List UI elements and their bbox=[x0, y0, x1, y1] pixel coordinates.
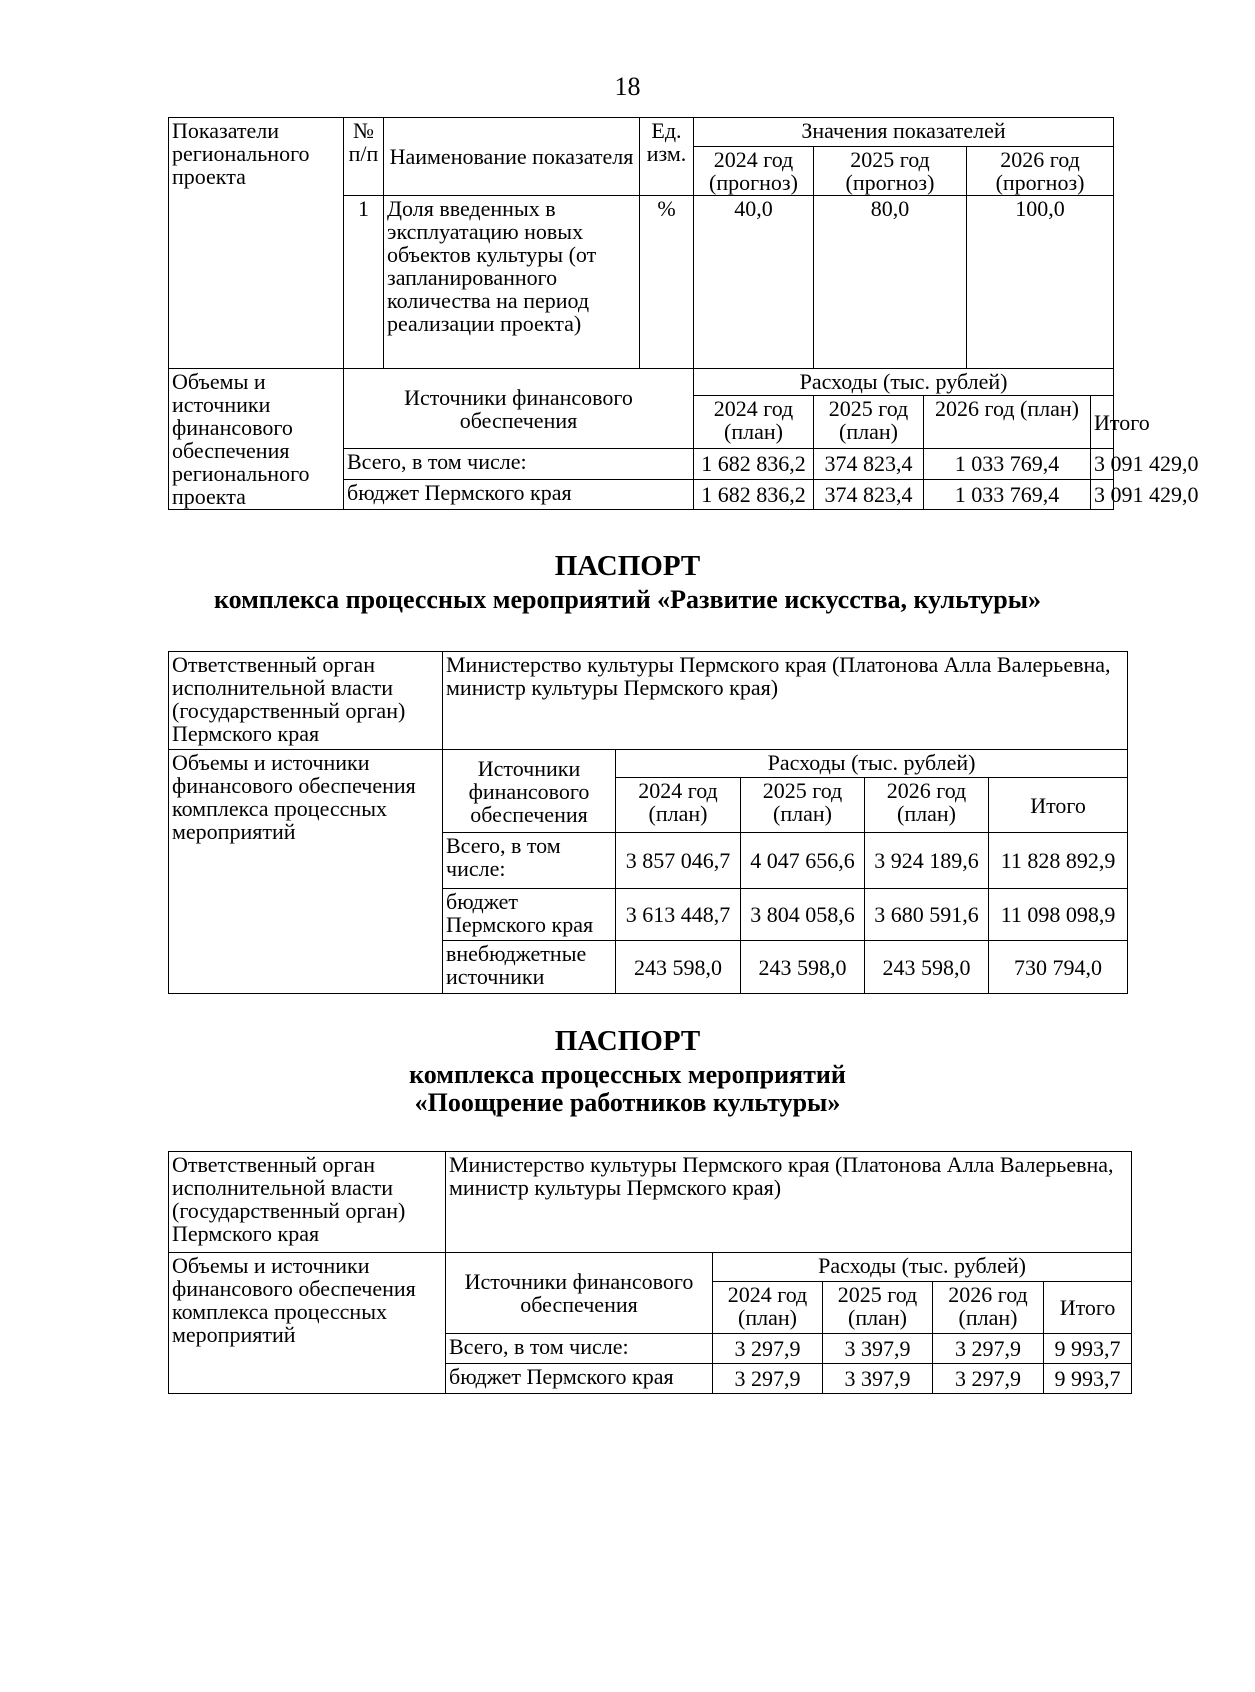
passport2-table bbox=[168, 1151, 1132, 1394]
finance-value: 3 680 591,6 bbox=[865, 889, 989, 941]
finance-total: 3 091 429,0 bbox=[1091, 479, 1114, 509]
year-header-2026: 2026 год (прогноз) bbox=[967, 147, 1114, 196]
number-header: № п/п bbox=[344, 118, 384, 196]
expenses-header: Расходы (тыс. рублей) bbox=[694, 369, 1114, 396]
plan-year-2024: 2024 год (план) bbox=[616, 778, 741, 833]
total-header: Итого bbox=[989, 778, 1128, 833]
year-header-2025: 2025 год (прогноз) bbox=[814, 147, 967, 196]
passport2-subtitle-line1: комплекса процессных мероприятий bbox=[409, 1060, 846, 1089]
regional-project-table bbox=[168, 117, 1199, 510]
finance-value: 3 297,9 bbox=[933, 1364, 1044, 1394]
year-header-2024: 2024 год (прогноз) bbox=[694, 147, 814, 196]
finance-value: 4 047 656,6 bbox=[741, 833, 865, 889]
finance-value: 3 857 046,7 bbox=[616, 833, 741, 889]
passport1-sources-header: Источники финансового обеспечения bbox=[443, 750, 616, 833]
unit-header: Ед. изм. bbox=[640, 118, 694, 196]
finance-value: 243 598,0 bbox=[616, 941, 741, 994]
finance-row-label: внебюджетные источники bbox=[443, 941, 616, 994]
passport2-expenses-header: Расходы (тыс. рублей) bbox=[713, 1253, 1132, 1282]
indicator-values-header: Значения показателей bbox=[694, 118, 1114, 147]
finance-value: 3 397,9 bbox=[823, 1334, 933, 1364]
passport1-title-block bbox=[0, 552, 1255, 614]
finance-value: 243 598,0 bbox=[741, 941, 865, 994]
finance-value: 1 682 836,2 bbox=[694, 479, 814, 509]
finance-row-label: бюджет Пермского края bbox=[344, 479, 694, 509]
plan-year-2024: 2024 год (план) bbox=[713, 1282, 823, 1334]
finance-label: Объемы и источники финансового обеспечения регионального проекта bbox=[169, 369, 344, 510]
finance-value: 3 613 448,7 bbox=[616, 889, 741, 941]
sources-header: Источники финансового обеспечения bbox=[344, 369, 694, 449]
passport1-expenses-header: Расходы (тыс. рублей) bbox=[616, 750, 1128, 778]
row-number: 1 bbox=[344, 196, 384, 369]
finance-row-label: Всего, в том числе: bbox=[344, 449, 694, 479]
finance-row-label: бюджет Пермского края bbox=[443, 889, 616, 941]
total-header: Итого bbox=[1091, 396, 1114, 449]
indicator-value-2026: 100,0 bbox=[967, 196, 1114, 369]
passport1-org-value: Министерство культуры Пермского края (Платонова Алла Валерьевна, министр культуры Пермского края) bbox=[443, 652, 1128, 750]
passport2-finance-label: Объемы и источники финансового обеспечения комплекса процессных мероприятий bbox=[169, 1253, 446, 1394]
finance-value: 1 033 769,4 bbox=[924, 449, 1091, 479]
indicator-value-2025: 80,0 bbox=[814, 196, 967, 369]
passport1-finance-label: Объемы и источники финансового обеспечения комплекса процессных мероприятий bbox=[169, 750, 443, 994]
finance-row-label: Всего, в том числе: bbox=[446, 1334, 713, 1364]
plan-year-2025: 2025 год (план) bbox=[814, 396, 924, 449]
indicator-name: Доля введенных в эксплуатацию новых объектов культуры (от запланированного количества на период реализации проекта) bbox=[384, 196, 640, 369]
finance-value: 3 924 189,6 bbox=[865, 833, 989, 889]
passport2-subtitle-line2: «Поощрение работников культуры» bbox=[414, 1088, 841, 1117]
finance-total: 730 794,0 bbox=[989, 941, 1128, 994]
page-number: 18 bbox=[614, 72, 641, 101]
finance-total: 3 091 429,0 bbox=[1091, 449, 1114, 479]
passport2-sources-header: Источники финансового обеспечения bbox=[446, 1253, 713, 1334]
finance-value: 3 397,9 bbox=[823, 1364, 933, 1394]
plan-year-2026: 2026 год (план) bbox=[865, 778, 989, 833]
finance-value: 1 682 836,2 bbox=[694, 449, 814, 479]
indicator-value-2024: 40,0 bbox=[694, 196, 814, 369]
finance-value: 243 598,0 bbox=[865, 941, 989, 994]
passport1-title: ПАСПОРТ bbox=[554, 550, 701, 582]
finance-value: 1 033 769,4 bbox=[924, 479, 1091, 509]
passport1-table bbox=[168, 651, 1128, 994]
finance-value: 3 297,9 bbox=[713, 1334, 823, 1364]
indicators-label: Показатели регионального проекта bbox=[169, 118, 344, 369]
passport2-title: ПАСПОРТ bbox=[554, 1025, 701, 1057]
finance-row-label: Всего, в том числе: bbox=[443, 833, 616, 889]
passport1-subtitle: комплекса процессных мероприятий «Развитие искусства, культуры» bbox=[213, 585, 1042, 614]
finance-total: 9 993,7 bbox=[1044, 1364, 1132, 1394]
finance-value: 3 297,9 bbox=[933, 1334, 1044, 1364]
passport2-org-label: Ответственный орган исполнительной власти (государственный орган) Пермского края bbox=[169, 1152, 446, 1253]
indicator-name-header: Наименование показателя bbox=[384, 118, 640, 196]
plan-year-2024: 2024 год (план) bbox=[694, 396, 814, 449]
passport2-title-block bbox=[0, 1027, 1255, 1117]
finance-row-label: бюджет Пермского края bbox=[446, 1364, 713, 1394]
finance-total: 9 993,7 bbox=[1044, 1334, 1132, 1364]
finance-value: 374 823,4 bbox=[814, 479, 924, 509]
finance-value: 3 297,9 bbox=[713, 1364, 823, 1394]
passport2-org-value: Министерство культуры Пермского края (Платонова Алла Валерьевна, министр культуры Пермского края) bbox=[446, 1152, 1132, 1253]
finance-total: 11 828 892,9 bbox=[989, 833, 1128, 889]
plan-year-2025: 2025 год (план) bbox=[823, 1282, 933, 1334]
indicator-unit: % bbox=[640, 196, 694, 369]
plan-year-2025: 2025 год (план) bbox=[741, 778, 865, 833]
passport1-org-label: Ответственный орган исполнительной власти (государственный орган) Пермского края bbox=[169, 652, 443, 750]
finance-value: 374 823,4 bbox=[814, 449, 924, 479]
finance-value: 3 804 058,6 bbox=[741, 889, 865, 941]
plan-year-2026: 2026 год (план) bbox=[924, 396, 1091, 449]
finance-total: 11 098 098,9 bbox=[989, 889, 1128, 941]
total-header: Итого bbox=[1044, 1282, 1132, 1334]
plan-year-2026: 2026 год (план) bbox=[933, 1282, 1044, 1334]
